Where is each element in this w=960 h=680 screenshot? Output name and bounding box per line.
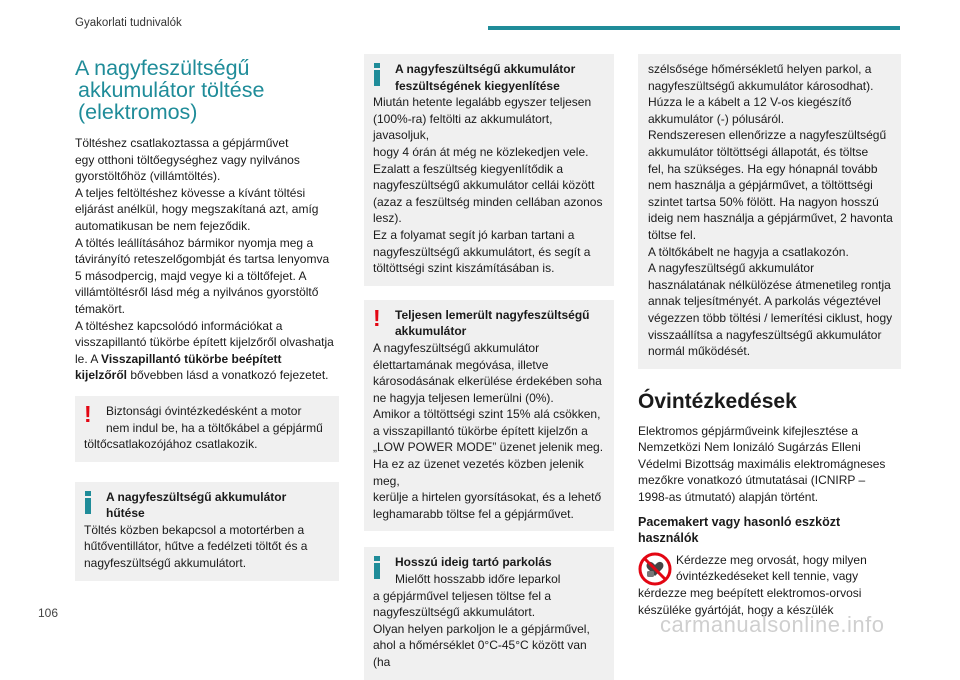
text-line [75, 367, 339, 384]
text-line: fel, ha szükséges. Ha egy hónapnál tovább [648, 161, 878, 176]
subsection-title-pacemaker [638, 514, 901, 547]
running-title: Gyakorlati tudnivalók [75, 17, 182, 29]
text-line: (azaz a feszültség minden cellában azonos [373, 194, 603, 209]
text-line: A nagyfeszültségű akkumulátor [373, 340, 540, 355]
box-heading: A nagyfeszültségű akkumulátor [106, 489, 287, 504]
text-line: szintet tartsa 50% fölött. Ha nagyon hosszú [648, 194, 879, 209]
text-line: nagyfeszültségű akkumulátort. [84, 556, 247, 571]
text-line: normál működését. [648, 344, 751, 359]
info-box-long-parking-continued [638, 54, 901, 369]
text-line: nagyfeszültségű akkumulátort. [373, 605, 536, 620]
title-line-2: akkumulátor töltése [78, 78, 265, 102]
text-line: töltöttségi szint kiszámításában is. [373, 261, 555, 276]
info-icon [85, 491, 91, 513]
column-right [638, 54, 901, 618]
text-line: akkumulátor (-) pólusáról. [648, 111, 785, 126]
info-icon [374, 63, 380, 85]
box-heading: Hosszú ideig tartó parkolás [395, 555, 552, 570]
text-line: Miután hetente legalább egyszer teljesen [373, 95, 592, 110]
text-line: a gépjárművel teljesen töltse fel a [373, 588, 552, 603]
text-line: nem indul be, ha a töltőkábel a gépjármű [106, 420, 323, 435]
text-line: nagyfeszültségű akkumulátor károsodhat). [648, 78, 874, 93]
text-line: „LOW POWER MODE” üzenet jelenik meg. [373, 440, 604, 455]
text-line: mezőkre vonatkozó útmutatásai (ICNIRP – [638, 473, 866, 488]
text-line: töltőcsatlakozójához csatlakozik. [84, 437, 258, 452]
warning-exclamation-icon: ! [84, 400, 92, 427]
text-line: akkumulátor töltöttségi állapotát, és töltse [648, 144, 869, 159]
cross-reference: kijelzőről [75, 368, 128, 383]
text-line: gyorstöltőhöz (villámtöltés). [75, 169, 221, 184]
text-line: távirányító reteszelőgombját és tartsa lenyomva [75, 252, 330, 267]
pacemaker-note [638, 552, 901, 618]
text-line: témakört. [75, 301, 126, 316]
watermark: carmanualsonline.info [660, 612, 885, 637]
box-heading: akkumulátor [395, 324, 467, 339]
text-line: eljárást anélkül, hogy megszakítaná azt, amíg [75, 202, 319, 217]
text-line: A töltőkábelt ne hagyja a csatlakozón. [648, 244, 849, 259]
subsection-title-line: Pacemakert vagy hasonló eszközt [638, 514, 841, 529]
warning-box-safety [75, 396, 339, 462]
text-line: 5 másodpercig, majd vegye ki a töltőfejet. A [75, 268, 307, 283]
box-heading: feszültségének kiegyenlítése [395, 78, 560, 93]
text-line: Húzza le a kábelt a 12 V-os kiegészítő [648, 95, 852, 110]
text-line: A töltéshez kapcsolódó információkat a [75, 318, 283, 333]
warning-exclamation-icon: ! [373, 304, 381, 331]
text-line: Elektromos gépjárműveink kifejlesztése a [638, 423, 859, 438]
text-line: annak teljesítményét. A parkolás végeztével [648, 294, 881, 309]
text-line: Rendszeresen ellenőrizze a nagyfeszültségű [648, 128, 887, 143]
text-line: Védelmi Bizottság maximális elektromágneses [638, 456, 886, 471]
text-line: ideig nem használja a gépjárművet, 2 havonta [648, 211, 893, 226]
text-line: nagyfeszültségű akkumulátor cellái között [373, 178, 595, 193]
no-pacemaker-icon [638, 552, 672, 586]
text-line: automatikusan be nem fejeződik. [75, 218, 251, 233]
column-left [75, 55, 339, 581]
text-line: Ez a folyamat segít jó karban tartani a [373, 227, 575, 242]
text-line: Kérdezze meg orvosát, hogy milyen [676, 552, 867, 567]
text-line: károsodásának elkerülése érdekében soha [373, 374, 602, 389]
text-line: ne hagyja teljesen lemerülni (0%). [373, 390, 554, 405]
text-line: Nemzetközi Nem Ionizáló Sugárzás Elleni [638, 440, 861, 455]
text-line: Töltéshez csatlakoztassa a gépjárművet [75, 136, 289, 150]
text-line: óvintézkedéseket kell tennie, vagy [676, 569, 859, 584]
text-line: Ezalatt a feszültség kiegyenlítődik a [373, 161, 564, 176]
text-line: Amikor a töltöttségi szint 15% alá csökken, [373, 407, 601, 422]
text-line: A nagyfeszültségű akkumulátor [648, 261, 815, 276]
info-box-balancing [364, 54, 614, 286]
text-line [75, 351, 339, 368]
text-line: a visszapillantó tükörbe épített kijelzőn a [373, 423, 588, 438]
warning-box-discharged [364, 300, 614, 532]
text-line: nem használja a gépjárművet, a töltöttségi [648, 178, 873, 193]
text-line: szélsősége hőmérsékletű helyen parkol, a [648, 62, 872, 76]
info-icon [374, 556, 380, 578]
text-line: hogy 4 órán át még ne közlekedjen vele. [373, 144, 589, 159]
text-line: ahol a hőmérséklet 0°C-45°C között van (ha [373, 638, 587, 669]
text-line: hűtőventillátor, hűtve a fedélzeti töltőt és a [84, 539, 308, 554]
box-heading: A nagyfeszültségű akkumulátor [395, 62, 576, 76]
text-line: visszaállítsa a nagyfeszültségű akkumulátor [648, 327, 882, 342]
charging-paragraph [75, 135, 339, 384]
text-line: visszapillantó tükörbe épített kijelzőről olvashatja [75, 335, 334, 350]
text-span: le. A [75, 351, 102, 366]
text-line: használatának nélkülözése átmenetileg rontja [648, 277, 891, 292]
text-line: A töltés leállításához bármikor nyomja meg a [75, 235, 314, 250]
text-line: A teljes feltöltéshez kövesse a kívánt töltési [75, 185, 306, 200]
text-line: élettartamának megóvása, illetve [373, 357, 549, 372]
text-span: bővebben lásd a vonatkozó fejezetet. [127, 368, 329, 383]
text-line: leghamarabb töltse fel a gépjárművet. [373, 506, 574, 521]
title-line-1: A nagyfeszültségű [75, 56, 250, 80]
page-number: 106 [38, 606, 59, 620]
text-line: Biztonsági óvintézkedésként a motor [106, 403, 302, 418]
section-title-precautions: Óvintézkedések [638, 389, 797, 413]
cross-reference: Visszapillantó tükörbe beépített [101, 351, 282, 366]
text-line: Töltés közben bekapcsol a motortérben a [84, 522, 305, 537]
text-line: Ha ez az üzenet vezetés közben jelenik meg, [373, 457, 584, 488]
text-line: (100%-ra) feltölti az akkumulátort, javasoljuk, [373, 111, 553, 143]
box-heading: hűtése [106, 506, 145, 521]
text-line: lesz). [373, 211, 402, 226]
info-box-cooling [75, 482, 339, 581]
text-line: villámtöltésről lásd még a nyilvános gyorstöltő [75, 285, 319, 300]
text-line: töltse fel. [648, 227, 697, 242]
text-line: Mielőtt hosszabb időre leparkol [395, 572, 561, 587]
text-line: nagyfeszültségű akkumulátort, és segít a [373, 244, 591, 259]
text-line: végezzen több töltési / lemerítési ciklust, hogy [648, 310, 893, 325]
text-line: egy otthoni töltőegységhez vagy nyilvános [75, 152, 300, 167]
box-heading: Teljesen lemerült nagyfeszültségű [395, 307, 590, 322]
text-line: kerülje a hirtelen gyorsításokat, és a lehető [373, 490, 602, 505]
text-line: Olyan helyen parkoljon le a gépjárművel, [373, 621, 590, 636]
title-line-3: (elektromos) [78, 100, 198, 124]
precautions-paragraph [638, 423, 901, 506]
header-accent-bar [488, 26, 900, 30]
column-middle [364, 54, 614, 680]
text-line: készüléke gyártóját, hogy a készülék [638, 602, 834, 617]
text-line: kérdezze meg beépített elektromos-orvosi [638, 586, 862, 601]
section-title-charging [75, 57, 339, 123]
text-line: 1998-as útmutató) alapján történt. [638, 490, 819, 505]
subsection-title-line: használók [638, 531, 699, 546]
info-box-long-parking [364, 547, 614, 679]
